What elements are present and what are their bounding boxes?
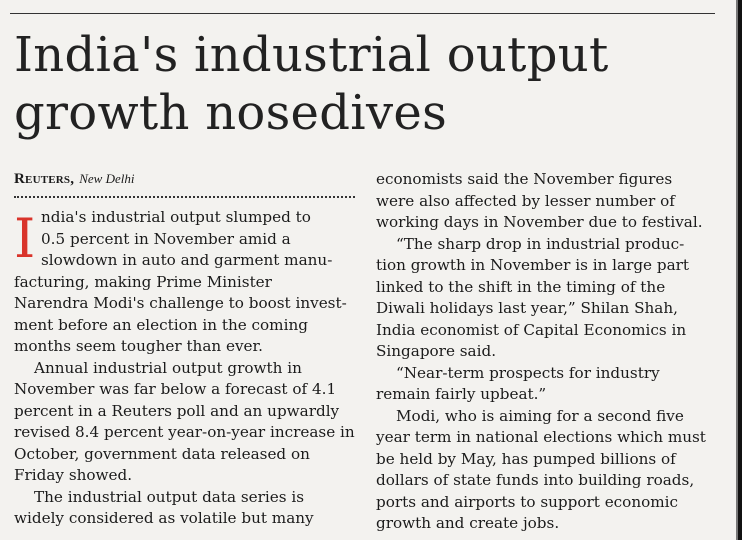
article-line: percent in a Reuters poll and an upwardly [14, 401, 340, 420]
headline [14, 26, 609, 142]
article-line: Annual industrial output growth in [34, 358, 302, 377]
article-line: “Near-term prospects for industry [396, 363, 660, 382]
article-line: October, government data released on [14, 444, 310, 463]
article-line: Narendra Modi's challenge to boost invest- [14, 294, 347, 312]
article-right-column [376, 169, 706, 535]
page-edge-inner [736, 0, 738, 540]
article-line: dollars of state funds into building roads, [376, 471, 695, 489]
article-line: economists said the November figures [376, 170, 673, 188]
article-line: “The sharp drop in industrial produc- [396, 234, 685, 253]
article-line: India economist of Capital Economics in [376, 320, 687, 339]
article-line: widely considered as volatile but many [14, 509, 314, 527]
article-line: Singapore said. [376, 342, 497, 360]
article-line: November was far below a forecast of 4.1 [14, 380, 337, 398]
byline [14, 170, 134, 188]
article-line: ndia's industrial output slumped to [41, 208, 311, 226]
article-line: revised 8.4 percent year-on-year increase in [14, 423, 355, 441]
article-line: year term in national elections which must [376, 428, 706, 446]
article-line: Modi, who is aiming for a second five [396, 406, 684, 425]
article-line: working days in November due to festival. [376, 213, 703, 231]
article-line: slowdown in auto and garment manu- [41, 251, 333, 269]
article-line: 0.5 percent in November amid a [41, 229, 291, 248]
article-line: months seem tougher than ever. [14, 337, 263, 355]
article-line: linked to the shift in the timing of the [376, 277, 666, 296]
byline-agency: Reuters, [14, 171, 75, 187]
article-line: be held by May, has pumped billions of [376, 449, 676, 468]
dotted-separator [14, 196, 355, 198]
article-line: growth and create jobs. [376, 514, 560, 532]
article-line: facturing, making Prime Minister [14, 272, 272, 291]
headline-line-2: growth nosedives [14, 85, 448, 141]
article-line: Diwali holidays last year,” Shilan Shah, [376, 299, 678, 317]
article-line: were also affected by lesser number of [376, 191, 675, 210]
article-line: Friday showed. [14, 466, 133, 484]
article-left-column [14, 207, 355, 530]
article-line: remain fairly upbeat.” [376, 385, 547, 403]
byline-place: New Delhi [79, 171, 135, 186]
top-rule [10, 13, 715, 14]
article-line: ports and airports to support economic [376, 492, 679, 511]
article-line: tion growth in November is in large part [376, 256, 690, 274]
article-line: ment before an election in the coming [14, 315, 308, 334]
headline-line-1: India's industrial output [14, 27, 609, 83]
drop-cap: I [14, 207, 36, 270]
article-line: The industrial output data series is [34, 487, 305, 506]
